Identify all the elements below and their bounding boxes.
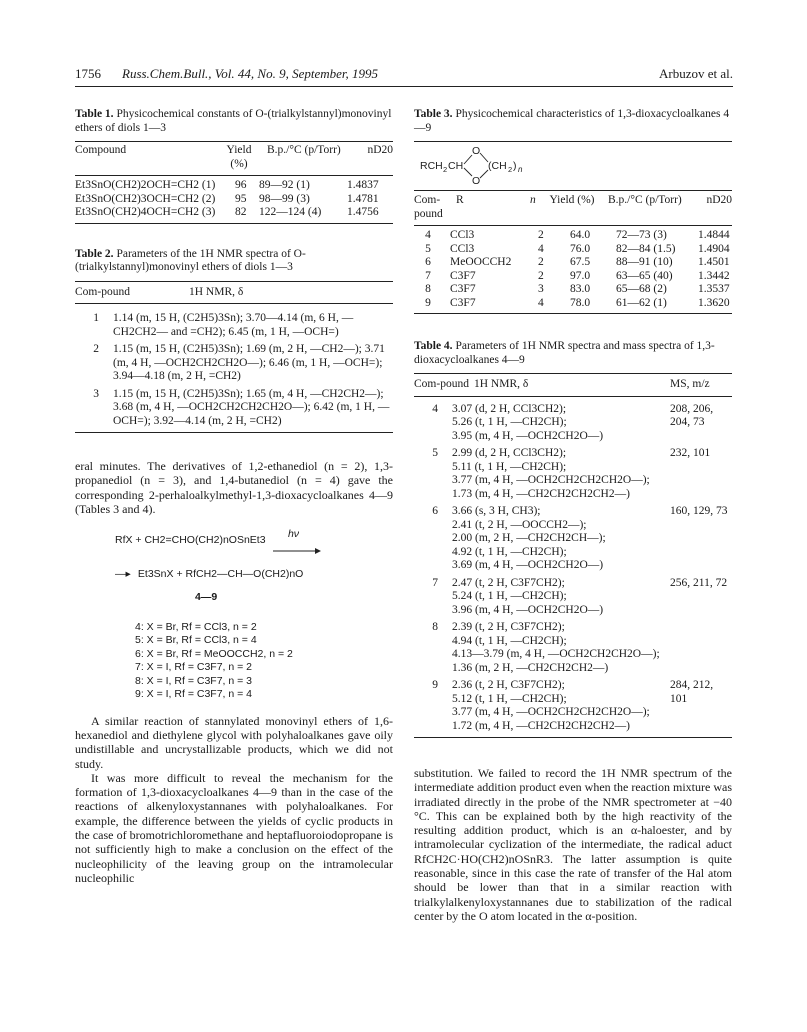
table1-header: Compound Yield (%) B.p./°C (p/Torr) nD20 bbox=[75, 144, 393, 170]
list-item: 9: X = I, Rf = C3F7, n = 4 bbox=[135, 688, 253, 701]
table-row: 3 1.15 (m, 15 H, (C2H5)3Sn); 1.65 (m, 4 H, —CH2CH2—); 3.68 (m, 4 H, —OCH2CH2CH2CH2O—); 6.42 (m, 1 H, —OCH=); 3.92—4.14 (m, 2 H, =CH2) bbox=[93, 387, 390, 427]
svg-text:2: 2 bbox=[443, 165, 448, 174]
table1-body bbox=[75, 179, 393, 220]
dioxacycloalkane-structure bbox=[414, 142, 732, 186]
table2-caption: Table 2. Parameters of the 1H NMR spectra of O-(trialkylstannyl)monovinyl ethers of diols 1—3 bbox=[75, 247, 306, 273]
list-item: 7: X = I, Rf = C3F7, n = 2 bbox=[135, 661, 253, 674]
svg-text:): ) bbox=[513, 160, 517, 172]
body-text-4: substitution. We failed to record the 1H NMR spectrum of the intermediate addition product even when the reaction mixture was irradiated directly in the probe of the NMR spectrometer at −40 °C. This can be explained both by the high reactivity of the resulting addition product, which is an α-haloester, and by intramolecular cyclization of the intermediate, the radical aduct RfCH2C·HO(CH2)nOSnR3. The latter assumption is quite reasonable, since in this case the rate of transfer of the Hal atom should be lower than that in a similar reaction with trialkylalkenyloxystannanes due to stabilization of the radical center by the O atom located in the α-position. bbox=[414, 766, 732, 923]
table1-caption: Table 1. Physicochemical constants of O-(trialkylstannyl)monovinyl ethers of diols 1—3 bbox=[75, 108, 392, 134]
svg-text:CH: CH bbox=[448, 160, 464, 172]
svg-text:2: 2 bbox=[508, 165, 513, 174]
svg-text:n: n bbox=[518, 165, 523, 174]
scheme-label: 4—9 bbox=[195, 591, 218, 604]
table3-caption: Table 3. Physicochemical characteristics of 1,3-dioxacycloalkanes 4—9 bbox=[414, 108, 730, 134]
svg-text:O: O bbox=[472, 145, 481, 157]
table-row: 5 CCl3 4 76.0 82—84 (1.5) 1.4904 bbox=[425, 242, 730, 255]
table-row: 8 2.39 (t, 2 H, C3F7CH2); 4.94 (t, 1 H, —CH2CH); 4.13—3.79 (m, 4 H, —OCH2CH2CH2O—); 1.36 (m, 2 H, —CH2CH2CH2—) bbox=[432, 621, 660, 674]
table4-body bbox=[414, 403, 732, 734]
running-header bbox=[75, 66, 733, 87]
table-row: 7 2.47 (t, 2 H, C3F7CH2); 5.24 (t, 1 H, —CH2CH); 3.96 (m, 4 H, —OCH2CH2O—) 256, 211, 72 bbox=[432, 576, 728, 616]
authors: Arbuzov et al. bbox=[658, 66, 733, 81]
reaction-arrow bbox=[273, 548, 321, 554]
table-row: 1 1.14 (m, 15 H, (C2H5)3Sn); 3.70—4.14 (m, 6 H, —CH2CH2— and =CH2); 6.45 (m, 1 H, —OCH=) bbox=[93, 312, 354, 338]
list-item: 6: X = Br, Rf = MeOOCCH2, n = 2 bbox=[135, 647, 293, 660]
table-row: Et3SnO(CH2)3OCH=CH2 (2) 95 98—99 (3) 1.4781 bbox=[75, 192, 379, 205]
scheme-condition: hν bbox=[287, 528, 300, 541]
table3-body bbox=[414, 229, 732, 310]
right-column bbox=[414, 108, 732, 923]
list-item: 5: X = Br, Rf = CCl3, n = 4 bbox=[135, 634, 257, 647]
svg-text:O: O bbox=[472, 175, 481, 186]
body-text-3: It was more difficult to reveal the mechanism for the formation of 1,3-dioxacycloalkanes 4—9 than in the case of the reactions of alkenyloxystannanes with polyhaloalkanes. For example, the difference between the yields of cyclic products in the case of bromotrichloromethane and heptafluoroiodopropane is not sufficiently high to make a conclusion on the effect of the nucleophilicity of the leaving group on the intramolecular nucleophilic bbox=[75, 770, 393, 885]
svg-text:(CH: (CH bbox=[488, 160, 507, 172]
table-row: 4 3.07 (d, 2 H, CCl3CH2); 5.26 (t, 1 H, —CH2CH); 3.95 (m, 4 H, —OCH2CH2O—) 208, 206, 204, 73 bbox=[432, 402, 714, 442]
left-column bbox=[75, 108, 393, 885]
table1-top-rule bbox=[75, 141, 393, 142]
reaction-scheme: RfX + CH2=CHO(CH2)nOSnEt3 hν —▸ Et3SnX + RfCH2—CH—O(CH2)nO 4—9 bbox=[75, 534, 393, 605]
table-row: 5 2.99 (d, 2 H, CCl3CH2); 5.11 (t, 1 H, —CH2CH); 3.77 (m, 4 H, —OCH2CH2CH2CH2O—); 1.73 (m, 4 H, —CH2CH2CH2CH2—) 232, 101 bbox=[432, 447, 711, 500]
svg-text:RCH: RCH bbox=[420, 160, 443, 172]
table2-body bbox=[75, 312, 393, 428]
table2-header: Com-pound 1H NMR, δ bbox=[75, 285, 244, 298]
table3 bbox=[414, 194, 732, 221]
compound-list bbox=[135, 621, 393, 702]
table4-caption: Table 4. Parameters of 1H NMR spectra and mass spectra of 1,3-dioxacycloalkanes 4—9 bbox=[414, 340, 715, 366]
ring-structure-icon bbox=[414, 142, 574, 186]
table3-header: Com-pound R n Yield (%) B.p./°C (p/Torr) nD20 bbox=[414, 194, 732, 220]
table-row: Et3SnO(CH2)4OCH=CH2 (3) 82 122—124 (4) 1.4756 bbox=[75, 206, 379, 218]
table1 bbox=[75, 144, 393, 171]
scheme-reactants: RfX + CH2=CHO(CH2)nOSnEt3 bbox=[115, 534, 266, 547]
table-row: 8 C3F7 3 83.0 65—68 (2) 1.3537 bbox=[425, 283, 730, 295]
table-row: 2 1.15 (m, 15 H, (C2H5)3Sn); 1.69 (m, 2 H, —CH2—); 3.71 (m, 4 H, —OCH2CH2CH2O—); 6.46 (m, 1 H, —OCH=); 3.94—4.18 (m, 2 H, =CH2) bbox=[93, 343, 385, 382]
body-text-2: A similar reaction of stannylated monovinyl ethers of 1,6-hexanediol and diethylene glycol with polyhaloalkanes gave oily undistillable and uncrystallizable products, which we did not study. bbox=[75, 713, 393, 771]
journal-citation: Russ.Chem.Bull., Vol. 44, No. 9, September, 1995 bbox=[122, 66, 379, 81]
table-row: 4 CCl3 2 64.0 72—73 (3) 1.4844 bbox=[425, 229, 730, 241]
table-row: 9 2.36 (t, 2 H, C3F7CH2); 5.12 (t, 1 H, —CH2CH); 3.77 (m, 4 H, —OCH2CH2CH2CH2O—); 1.72 (m, 4 H, —CH2CH2CH2CH2—) 284, 212, 101 bbox=[432, 679, 714, 732]
table4-header: Com-pound 1H NMR, δ MS, m/z bbox=[414, 378, 710, 390]
table-row: 9 C3F7 4 78.0 61—62 (1) 1.3620 bbox=[425, 296, 730, 309]
table-row: 7 C3F7 2 97.0 63—65 (40) 1.3442 bbox=[425, 269, 730, 282]
list-item: 4: X = Br, Rf = CCl3, n = 2 bbox=[135, 620, 257, 633]
list-item: 8: X = I, Rf = C3F7, n = 3 bbox=[135, 674, 253, 687]
table-row: 6 3.66 (s, 3 H, CH3); 2.41 (t, 2 H, —OOCCH2—); 2.00 (m, 2 H, —CH2CH2CH—); 4.92 (t, 1 H, —CH2CH); 3.69 (m, 4 H, —OCH2CH2O—) 160, 129, 73 bbox=[432, 505, 728, 571]
scheme-products: Et3SnX + RfCH2—CH—O(CH2)nO bbox=[137, 567, 304, 580]
page-number: 1756 bbox=[75, 66, 101, 81]
table-row: 6 MeOOCCH2 2 67.5 88—91 (10) 1.4501 bbox=[425, 256, 730, 268]
table-row: Et3SnO(CH2)2OCH=CH2 (1) 96 89—92 (1) 1.4837 bbox=[75, 179, 379, 191]
body-text-1: eral minutes. The derivatives of 1,2-ethanediol (n = 2), 1,3-propanediol (n = 3), and 1,4-butanediol (n = 4) gave the corresponding 2-perhaloalkylmethyl-1,3-dioxacycloalkanes 4—9 (Tables 3 and 4). bbox=[75, 459, 393, 516]
